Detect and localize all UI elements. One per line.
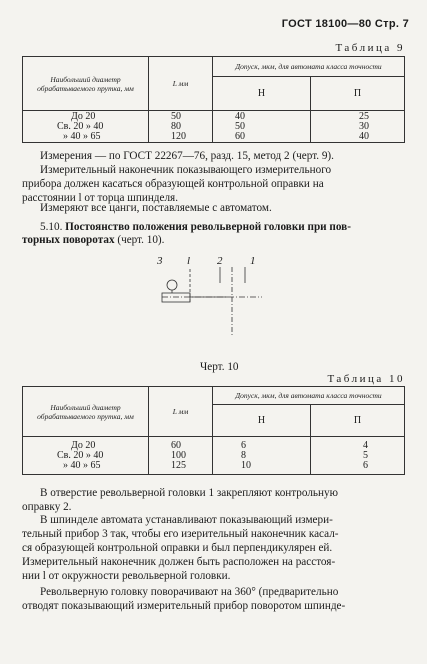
table10-head-l: L мм [149, 387, 213, 437]
section-title-line2: торных поворотах (черт. 10). [22, 234, 165, 246]
text2-line1: В отверстие револьверной головки 1 закрепляют контрольную [40, 487, 338, 499]
table10-col-diameter: До 20 Св. 20 » 40 » 40 » 65 [23, 437, 149, 475]
table10-col-l: 60 100 125 [149, 437, 213, 475]
text1-line2: Измерительный наконечник показывающего измерительного [40, 164, 332, 176]
text1-line1: Измерения — по ГОСТ 22267—76, разд. 15, метод 2 (черт. 9). [40, 150, 334, 162]
table10-caption: Таблица 10 [327, 373, 405, 385]
text1-line5: Измеряют все цанги, поставляемые с автоматом. [40, 202, 272, 214]
section-title-line1: 5.10. Постоянство положения револьверной головки при пов- [40, 221, 351, 233]
table10 [22, 386, 405, 475]
figure-label-3: 3 [157, 255, 163, 267]
table10-col-p: 4 5 6 [311, 437, 405, 475]
table10-class-p: П [311, 405, 405, 437]
table9-class-p: П [311, 77, 405, 111]
table9-head-tolerance: Допуск, мкм, для автомата класса точности [213, 57, 405, 77]
table10-head-diameter: Наибольший диаметр обрабатываемого прутка, мм [23, 387, 149, 437]
table9-caption: Таблица 9 [335, 42, 405, 54]
table9-head-diameter: Наибольший диаметр обрабатываемого прутка, мм [23, 57, 149, 111]
table9-col-n: 40 50 60 [213, 111, 311, 143]
text1-line3: прибора должен касаться образующей контрольной оправки на [22, 178, 324, 190]
text2-line3: В шпинделе автомата устанавливают показывающий измери- [40, 514, 333, 526]
table10-col-n: 6 8 10 [213, 437, 311, 475]
table9-head-l: L мм [149, 57, 213, 111]
text2-line5: ся образующей контрольной оправки и был перпендикулярен ей. [22, 542, 333, 554]
text2-line6: Измерительный наконечник должен быть расположен на расстоя- [22, 556, 336, 568]
figure-label-l: l [187, 255, 191, 267]
text2-line2: оправку 2. [22, 501, 72, 513]
table9-col-diameter: До 20 Св. 20 » 40 » 40 » 65 [23, 111, 149, 143]
page-header: ГОСТ 18100—80 Стр. 7 [281, 18, 409, 30]
figure-label-1: 1 [250, 255, 256, 267]
table9-col-l: 50 80 120 [149, 111, 213, 143]
figure-caption: Черт. 10 [200, 361, 239, 373]
table10-head-tolerance: Допуск, мкм, для автомата класса точности [213, 387, 405, 405]
table9-class-n: Н [213, 77, 311, 111]
figure-label-2: 2 [217, 255, 223, 267]
text2-line9: отводят показывающий измерительный прибор поворотом шпинде- [22, 600, 346, 612]
text2-line4: тельный прибор 3 так, чтобы его изерительный наконечник касал- [22, 528, 339, 540]
text2-line7: нии l от окружности револьверной головки. [22, 570, 231, 582]
table10-class-n: Н [213, 405, 311, 437]
text1-line4: расстоянии l от торца шпинделя. [22, 192, 178, 204]
table9-col-p: 25 30 40 [311, 111, 405, 143]
figure-10-drawing [150, 255, 270, 340]
text2-line8: Револьверную головку поворачивают на 360° (предварительно [40, 586, 339, 598]
table9 [22, 56, 405, 143]
